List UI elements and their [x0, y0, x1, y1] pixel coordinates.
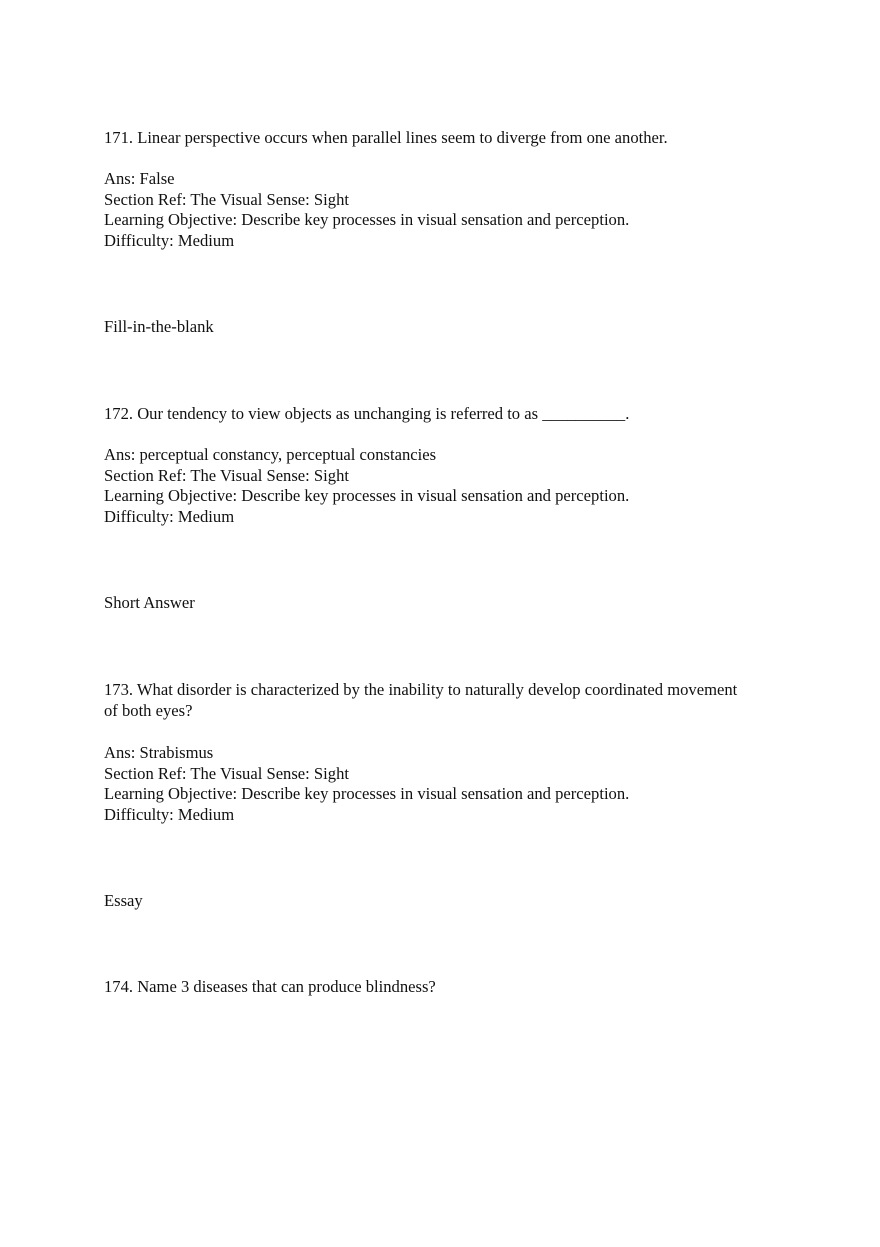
- answer: Ans: perceptual constancy, perceptual constancies: [104, 445, 437, 464]
- section-ref: Section Ref: The Visual Sense: Sight: [104, 763, 349, 783]
- question-173-details: [104, 743, 784, 826]
- question-174: [104, 977, 784, 998]
- document-page: [104, 0, 784, 1247]
- section-ref: Section Ref: The Visual Sense: Sight: [104, 465, 349, 485]
- section-heading-fill-in-the-blank: Fill-in-the-blank: [104, 317, 214, 336]
- learning-objective: Learning Objective: Describe key processes in visual sensation and perception.: [104, 784, 630, 804]
- question-171-details: [104, 169, 784, 252]
- learning-objective: Learning Objective: Describe key processes in visual sensation and perception.: [104, 210, 630, 230]
- section-heading-essay: Essay: [104, 891, 143, 910]
- section-ref: Section Ref: The Visual Sense: Sight: [104, 189, 349, 209]
- question-text-line-2: of both eyes?: [104, 700, 193, 720]
- difficulty: Difficulty: Medium: [104, 231, 235, 251]
- answer: Ans: False: [104, 169, 175, 188]
- difficulty: Difficulty: Medium: [104, 507, 235, 527]
- question-171: [104, 128, 784, 149]
- answer: Ans: Strabismus: [104, 743, 214, 762]
- difficulty: Difficulty: Medium: [104, 805, 235, 825]
- question-text: 171. Linear perspective occurs when parallel lines seem to diverge from one another.: [104, 128, 668, 147]
- question-173: [104, 680, 784, 721]
- question-text-line-1: 173. What disorder is characterized by the inability to naturally develop coordinated movement: [104, 680, 738, 699]
- question-text: 174. Name 3 diseases that can produce blindness?: [104, 977, 436, 996]
- question-172: [104, 404, 784, 425]
- question-172-details: [104, 445, 784, 528]
- section-heading-short-answer: Short Answer: [104, 593, 195, 612]
- question-text: 172. Our tendency to view objects as unchanging is referred to as __________.: [104, 404, 630, 423]
- learning-objective: Learning Objective: Describe key processes in visual sensation and perception.: [104, 486, 630, 506]
